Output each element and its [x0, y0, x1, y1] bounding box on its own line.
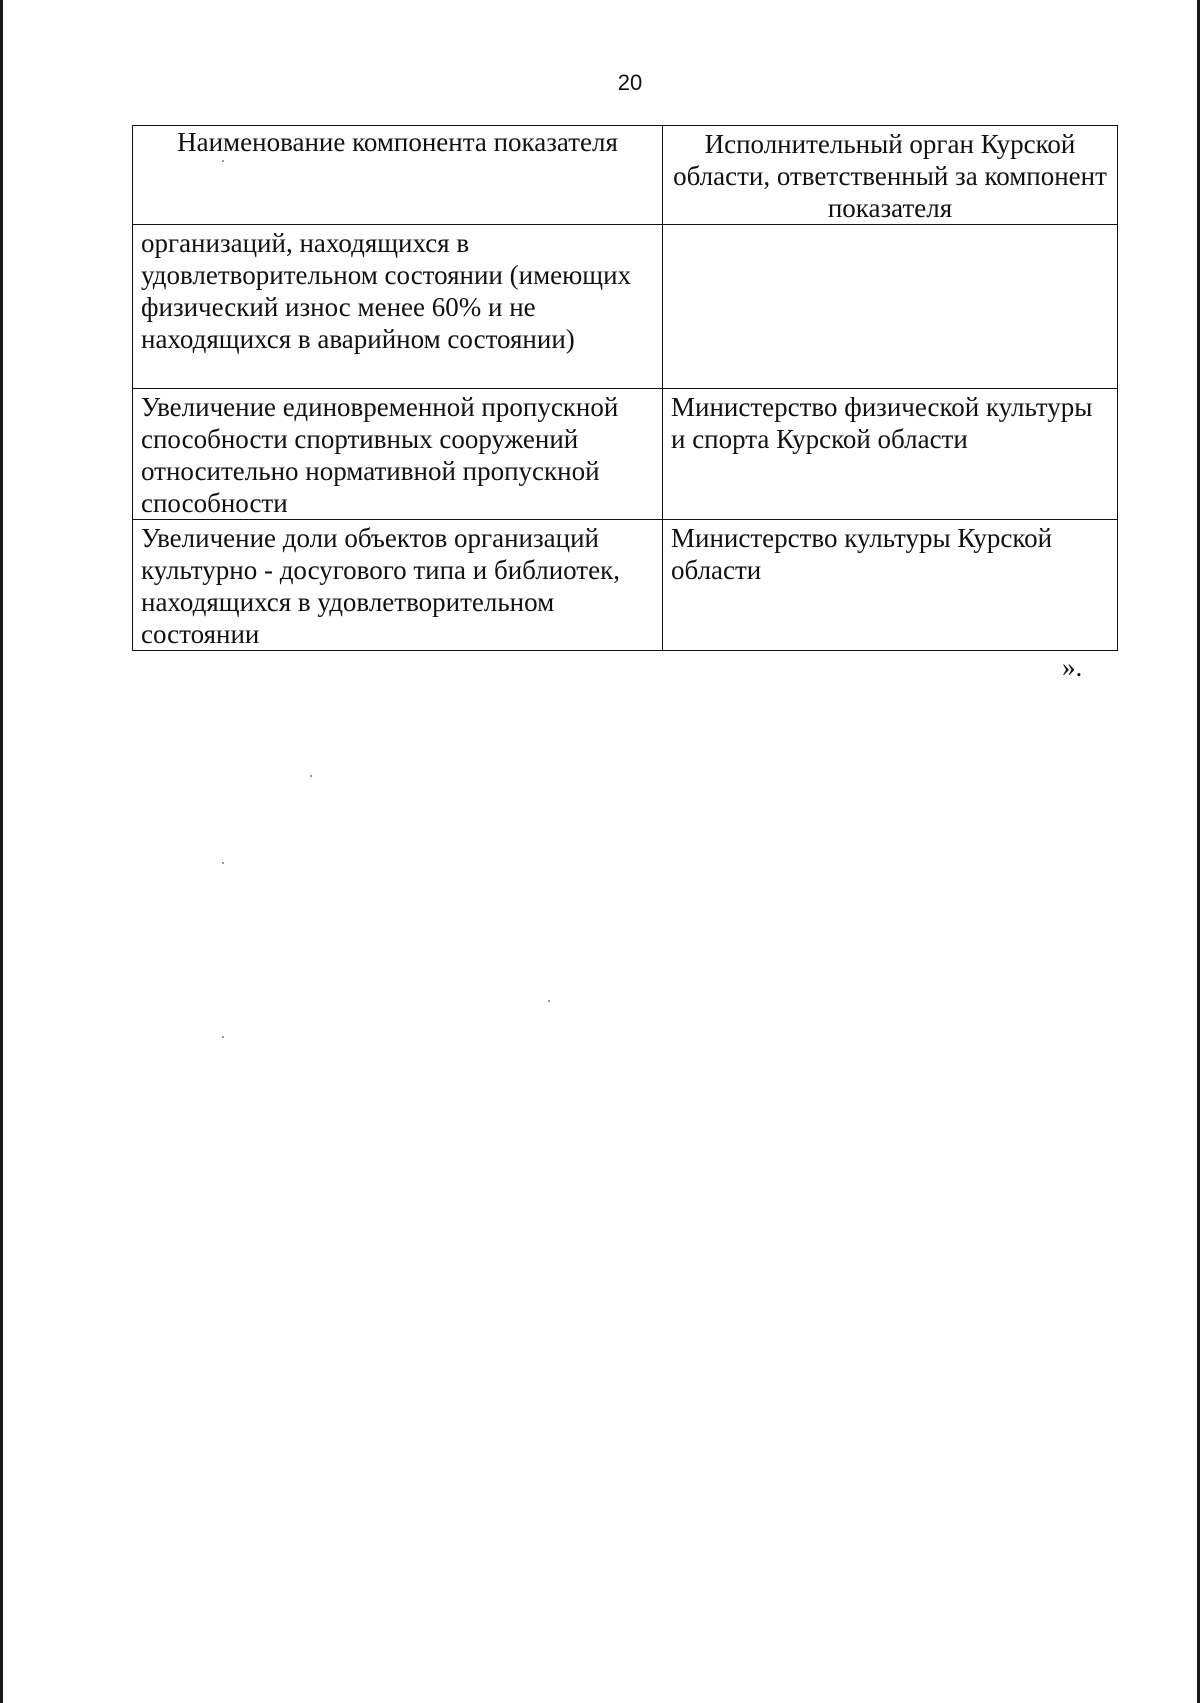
cell-authority: Министерство физической культуры и спорта Курской области — [663, 389, 1118, 520]
scan-speck — [310, 775, 312, 777]
cell-component: Увеличение единовременной пропускной способности спортивных сооружений относительно нормативной пропускной способности — [133, 389, 663, 520]
scan-edge-left — [0, 0, 3, 1703]
table-row — [133, 520, 1118, 651]
scan-speck — [222, 862, 224, 864]
header-component-name: Наименование компонента показателя — [133, 126, 663, 225]
table-row — [133, 225, 1118, 389]
indicator-table — [132, 125, 1118, 651]
page-number: 20 — [617, 70, 643, 95]
scan-speck — [222, 160, 224, 162]
closing-quote: ». — [1062, 652, 1083, 682]
cell-authority: Министерство культуры Курской области — [663, 520, 1118, 651]
scan-speck — [222, 1036, 224, 1038]
cell-component: Увеличение доли объектов организаций культурно - досугового типа и библиотек, находящихся в удовлетворительном состоянии — [133, 520, 663, 651]
cell-authority — [663, 225, 1118, 389]
table-row — [133, 389, 1118, 520]
table-header-row — [133, 126, 1118, 225]
header-responsible-authority: Исполнительный орган Курской области, ответственный за компонент показателя — [663, 126, 1118, 225]
scan-speck — [548, 1000, 550, 1002]
cell-component: организаций, находящихся в удовлетворительном состоянии (имеющих физический износ менее 60% и не находящихся в аварийном состоянии) — [133, 225, 663, 389]
